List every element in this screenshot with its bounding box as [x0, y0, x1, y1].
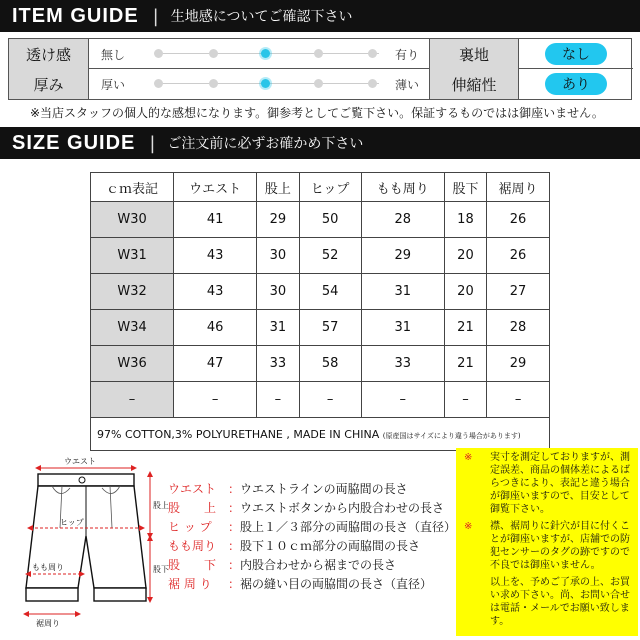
measurement-item: 股 下 ：内股合わせから裾までの長さ — [168, 556, 456, 575]
scale-dot — [314, 49, 323, 58]
notice-box — [456, 448, 638, 636]
value-cell: 26 — [487, 202, 550, 238]
table-row — [91, 310, 550, 346]
measurement-key: もも周り — [168, 539, 217, 553]
notice-mark: ※ — [464, 521, 473, 532]
size-table-header — [91, 173, 550, 202]
material-note: (原産国はサイズにより違う場合があります) — [382, 431, 521, 440]
attribute-label: 裏地 — [429, 39, 519, 69]
value-cell: 29 — [257, 202, 299, 238]
scale-dot — [368, 79, 377, 88]
value-cell: – — [444, 382, 486, 418]
value-cell: 33 — [361, 346, 444, 382]
shorts-diagram — [0, 448, 175, 638]
value-cell: – — [361, 382, 444, 418]
notice-paragraph: ※ 襟、裾周りに針穴が目に付くことが御座いますが、店舗での防犯センサーのタグの跡ですので不良では御座いません。 — [460, 520, 634, 572]
value-cell: 29 — [487, 346, 550, 382]
fabric-scale — [89, 39, 429, 69]
fabric-row-transparency — [9, 39, 633, 69]
value-cell: 43 — [174, 274, 257, 310]
measurement-desc: 股下１０ｃｍ部分の両脇間の長さ — [240, 539, 421, 553]
size-guide-title: SIZE GUIDE — [12, 131, 136, 154]
scale-high-label: 薄い — [395, 78, 420, 92]
value-cell: 21 — [444, 346, 486, 382]
column-header: 裾周り — [487, 173, 550, 202]
value-cell: 31 — [361, 274, 444, 310]
scale-dot — [154, 49, 163, 58]
material-row — [91, 418, 550, 451]
size-guide-header — [0, 127, 640, 159]
scale-dot — [368, 49, 377, 58]
value-cell: 52 — [299, 238, 361, 274]
attribute-value-cell — [519, 69, 633, 99]
shorts-right-cuff — [94, 588, 146, 601]
fabric-guide — [8, 38, 632, 100]
table-row — [91, 274, 550, 310]
value-cell: 20 — [444, 238, 486, 274]
value-cell: – — [257, 382, 299, 418]
measurement-desc: ウエストラインの両脇間の長さ — [240, 482, 408, 496]
fabric-row-thickness — [9, 69, 633, 99]
header-separator: | — [149, 132, 156, 154]
attribute-value-badge: あり — [545, 73, 607, 95]
value-cell: 33 — [257, 346, 299, 382]
measurement-definitions — [168, 480, 456, 594]
size-cell: W34 — [91, 310, 174, 346]
value-cell: 29 — [361, 238, 444, 274]
shorts-waistband — [38, 474, 134, 486]
size-cell: W31 — [91, 238, 174, 274]
attribute-value-cell — [519, 39, 633, 69]
value-cell: 26 — [487, 238, 550, 274]
measurement-key: 裾 周 り — [168, 577, 212, 591]
value-cell: 28 — [487, 310, 550, 346]
value-cell: 43 — [174, 238, 257, 274]
measurement-desc: 裾の縫い目の両脇間の長さ（直径） — [240, 577, 433, 591]
measurement-key: ヒ ッ プ — [168, 520, 212, 534]
diagram-label-waist: ウエスト — [64, 457, 96, 466]
column-header: ヒップ — [299, 173, 361, 202]
item-guide-header — [0, 0, 640, 32]
measurement-key: 股 上 — [168, 501, 217, 515]
scale-dot — [314, 79, 323, 88]
measurement-item: もも周り ：股下１０ｃｍ部分の両脇間の長さ — [168, 537, 456, 556]
scale-dot — [154, 79, 163, 88]
measurement-key: ウエスト — [168, 482, 217, 496]
column-header: 股下 — [444, 173, 486, 202]
measurement-item: 股 上 ：ウエストボタンから内股合わせの長さ — [168, 499, 456, 518]
measurement-desc: 内股合わせから裾までの長さ — [240, 558, 397, 572]
item-guide-subtitle: 生地感についてご確認下さい — [170, 9, 353, 25]
table-row — [91, 202, 550, 238]
size-table — [90, 172, 550, 451]
size-cell: – — [91, 382, 174, 418]
column-header: 股上 — [257, 173, 299, 202]
fabric-label: 厚み — [9, 69, 89, 99]
measurement-item: ヒ ッ プ ：股上１／３部分の両脇間の長さ（直径） — [168, 518, 456, 537]
measurement-desc: ウエストボタンから内股合わせの長さ — [240, 501, 445, 515]
fabric-label: 透け感 — [9, 39, 89, 69]
value-cell: – — [174, 382, 257, 418]
material-cell — [91, 418, 550, 451]
notice-paragraph: ※ 実寸を測定しておりますが、測定誤差、商品の個体差によるばらつきにより、表記と違う場合が御座いますので、目安として御覧下さい。 — [460, 451, 634, 516]
scale-dot-selected — [261, 79, 270, 88]
size-cell: W32 — [91, 274, 174, 310]
header-separator: | — [152, 5, 159, 27]
value-cell: 41 — [174, 202, 257, 238]
value-cell: 28 — [361, 202, 444, 238]
value-cell: 47 — [174, 346, 257, 382]
measurement-item: 裾 周 り ：裾の縫い目の両脇間の長さ（直径） — [168, 575, 456, 594]
scale-dot — [209, 79, 218, 88]
value-cell: 31 — [361, 310, 444, 346]
measurement-key: 股 下 — [168, 558, 217, 572]
notice-mark: ※ — [464, 452, 473, 463]
diagram-label-hip: ヒップ — [60, 518, 84, 527]
table-row — [91, 238, 550, 274]
attribute-value-badge: なし — [545, 43, 607, 65]
notice-paragraph: 以上を、予めご了承の上、お買い求め下さい。尚、お問い合せは電話・メールでお願い致します。 — [490, 577, 630, 627]
value-cell: 46 — [174, 310, 257, 346]
table-row — [91, 346, 550, 382]
value-cell: 20 — [444, 274, 486, 310]
value-cell: 27 — [487, 274, 550, 310]
material-text: 97% COTTON,3% POLYURETHANE , MADE IN CHINA — [97, 427, 380, 441]
value-cell: 58 — [299, 346, 361, 382]
column-header: ウエスト — [174, 173, 257, 202]
value-cell: 54 — [299, 274, 361, 310]
scale-low-label: 厚い — [101, 78, 126, 92]
size-cell: W30 — [91, 202, 174, 238]
measurement-desc: 股上１／３部分の両脇間の長さ（直径） — [240, 520, 457, 534]
value-cell: 30 — [257, 238, 299, 274]
shorts-left-cuff — [26, 588, 78, 601]
value-cell: – — [487, 382, 550, 418]
size-cell: W36 — [91, 346, 174, 382]
size-guide-subtitle: ご注文前に必ずお確かめ下さい — [167, 136, 364, 152]
value-cell: – — [299, 382, 361, 418]
scale-high-label: 有り — [395, 48, 420, 62]
diagram-label-thigh: もも周り — [32, 563, 64, 572]
fabric-note: ※当店スタッフの個人的な感想になります。御参考としてご覧下さい。保証するものではは御座いません。 — [30, 106, 604, 120]
fabric-scale — [89, 69, 429, 99]
scale-low-label: 無し — [101, 48, 126, 62]
attribute-label: 伸縮性 — [429, 69, 519, 99]
value-cell: 31 — [257, 310, 299, 346]
value-cell: 21 — [444, 310, 486, 346]
scale-dot-selected — [261, 49, 270, 58]
diagram-label-hem: 裾周り — [36, 619, 60, 628]
value-cell: 18 — [444, 202, 486, 238]
table-row — [91, 382, 550, 418]
column-header: もも周り — [361, 173, 444, 202]
value-cell: 57 — [299, 310, 361, 346]
column-header: ｃｍ表記 — [91, 173, 174, 202]
value-cell: 30 — [257, 274, 299, 310]
scale-dot — [209, 49, 218, 58]
diagram-label-rise: 股上 — [153, 501, 169, 510]
diagram-label-inseam: 股下 — [153, 565, 169, 574]
measurement-item: ウエスト ：ウエストラインの両脇間の長さ — [168, 480, 456, 499]
item-guide-title: ITEM GUIDE — [12, 4, 139, 27]
value-cell: 50 — [299, 202, 361, 238]
